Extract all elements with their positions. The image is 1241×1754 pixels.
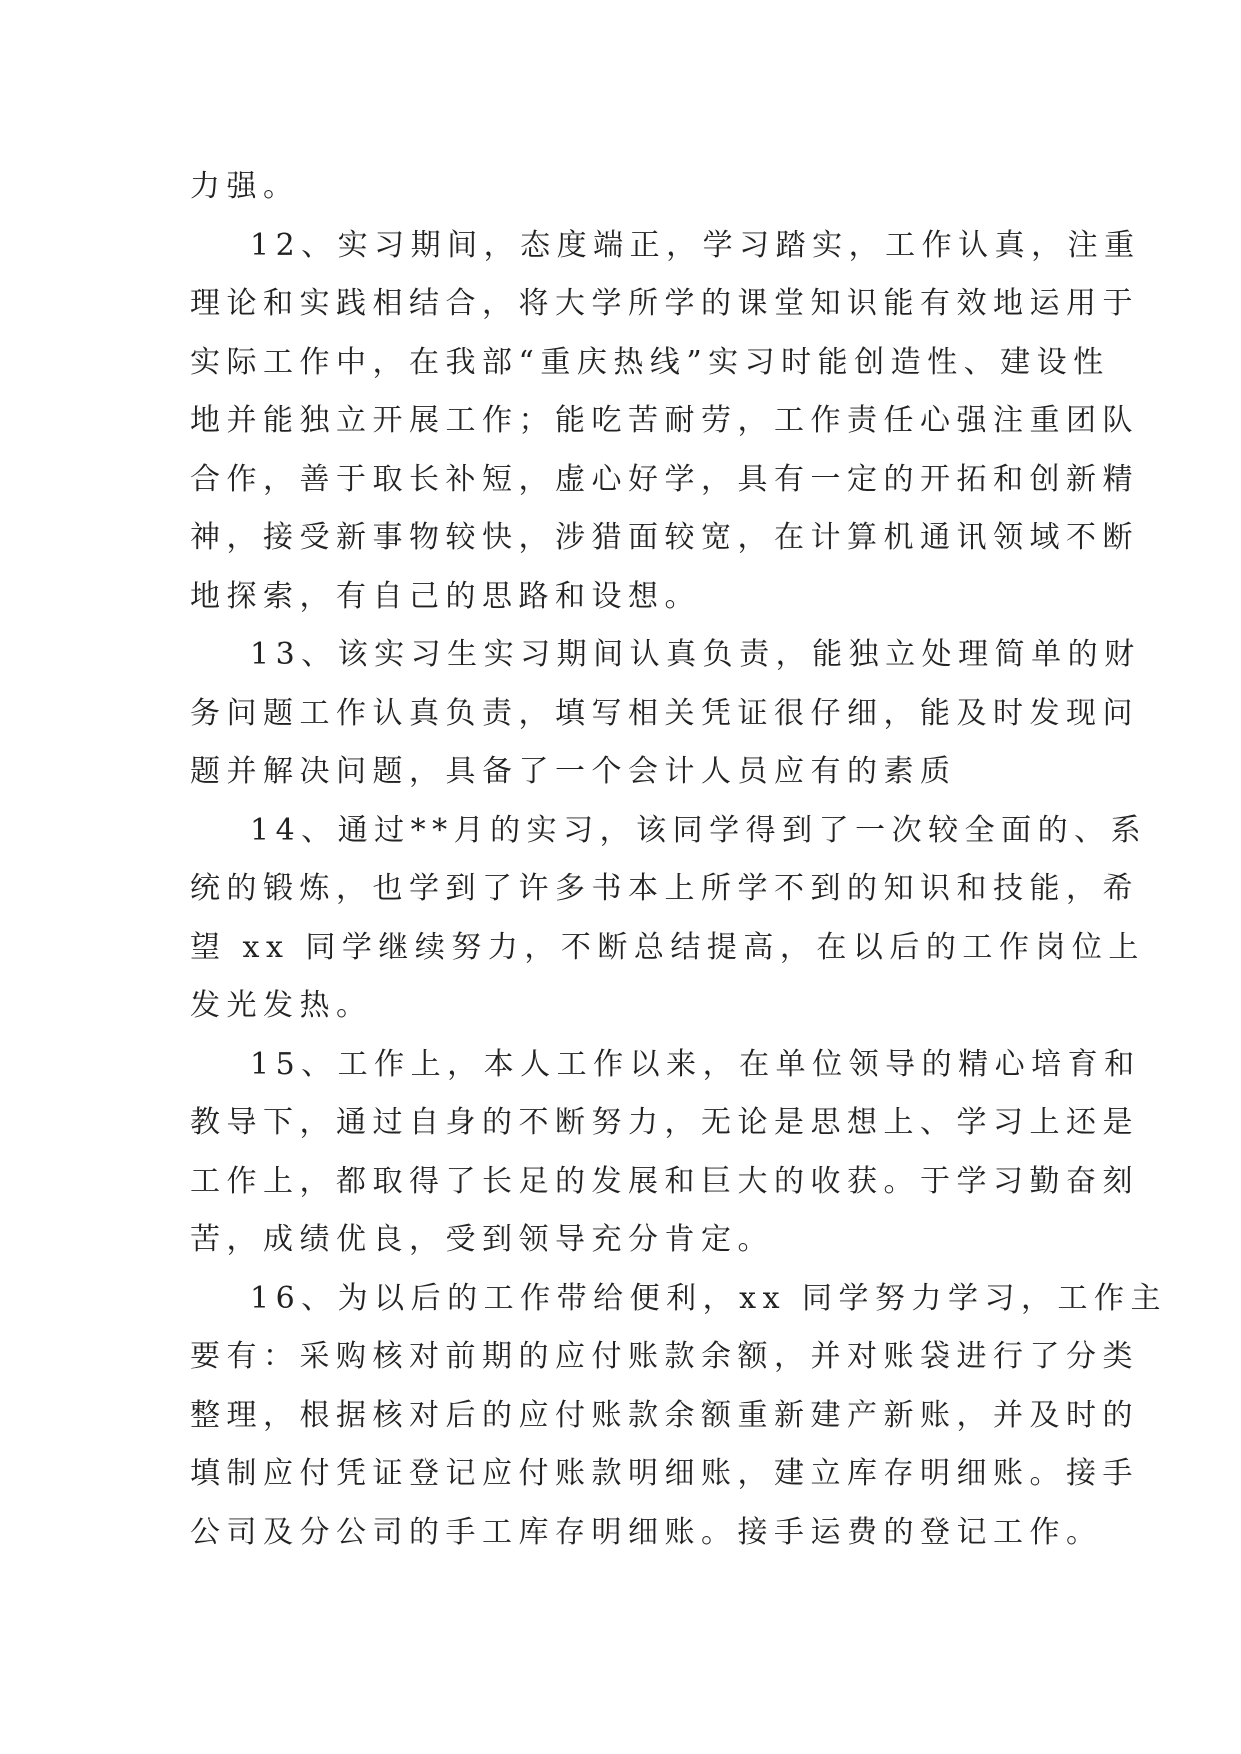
text-line: 填制应付凭证登记应付账款明细账，建立库存明细账。接手 bbox=[190, 1456, 1139, 1491]
text-line: 工作上，都取得了长足的发展和巨大的收获。于学习勤奋刻 bbox=[190, 1163, 1139, 1199]
paragraph-15 bbox=[190, 1036, 1141, 1270]
text-line: 公司及分公司的手工库存明细账。接手运费的登记工作。 bbox=[190, 1514, 1103, 1550]
text-line: 统的锻炼，也学到了许多书本上所学不到的知识和技能，希 bbox=[190, 871, 1139, 906]
text-line: 16、为以后的工作带给便利，xx 同学努力学习，工作主 bbox=[250, 1280, 1168, 1316]
text-line: 14、通过**月的实习，该同学得到了一次较全面的、系 bbox=[250, 812, 1148, 848]
paragraph-13 bbox=[190, 626, 1141, 802]
document-body bbox=[190, 158, 1168, 1562]
text-line: 理论和实践相结合，将大学所学的课堂知识能有效地运用于 bbox=[190, 286, 1139, 321]
text-line: 整理，根据核对后的应付账款余额重新建产新账，并及时的 bbox=[190, 1397, 1139, 1433]
text-line: 12、实习期间，态度端正，学习踏实，工作认真，注重 bbox=[250, 227, 1141, 263]
text-line: 地并能独立开展工作；能吃苦耐劳，工作责任心强注重团队 bbox=[190, 403, 1139, 438]
text-line: 实际工作中，在我部“重庆热线”实习时能创造性、建设性 bbox=[190, 344, 1110, 380]
text-line: 神，接受新事物较快，涉猎面较宽，在计算机通讯领域不断 bbox=[190, 520, 1139, 555]
text-line: 力强。 bbox=[190, 169, 300, 204]
text-line: 务问题工作认真负责，填写相关凭证很仔细，能及时发现问 bbox=[190, 695, 1139, 731]
text-line: 教导下，通过自身的不断努力，无论是思想上、学习上还是 bbox=[190, 1105, 1139, 1140]
text-line: 发光发热。 bbox=[190, 988, 373, 1023]
paragraph-12 bbox=[190, 217, 1141, 627]
text-line: 合作，善于取长补短，虚心好学，具有一定的开拓和创新精 bbox=[190, 461, 1139, 497]
text-line: 题并解决问题，具备了一个会计人员应有的素质 bbox=[190, 754, 957, 789]
text-line: 望 xx 同学继续努力，不断总结提高，在以后的工作岗位上 bbox=[190, 929, 1145, 965]
text-line: 15、工作上，本人工作以来，在单位领导的精心培育和 bbox=[250, 1046, 1141, 1082]
text-line: 要有：采购核对前期的应付账款余额，并对账袋进行了分类 bbox=[190, 1339, 1139, 1374]
paragraph-16 bbox=[190, 1270, 1168, 1563]
text-line: 13、该实习生实习期间认真负责，能独立处理简单的财 bbox=[250, 637, 1141, 672]
text-line: 地探索，有自己的思路和设想。 bbox=[190, 578, 701, 614]
text-line: 苦，成绩优良，受到领导充分肯定。 bbox=[190, 1222, 774, 1257]
paragraph-continuation bbox=[190, 158, 1050, 217]
paragraph-14 bbox=[190, 802, 1148, 1036]
